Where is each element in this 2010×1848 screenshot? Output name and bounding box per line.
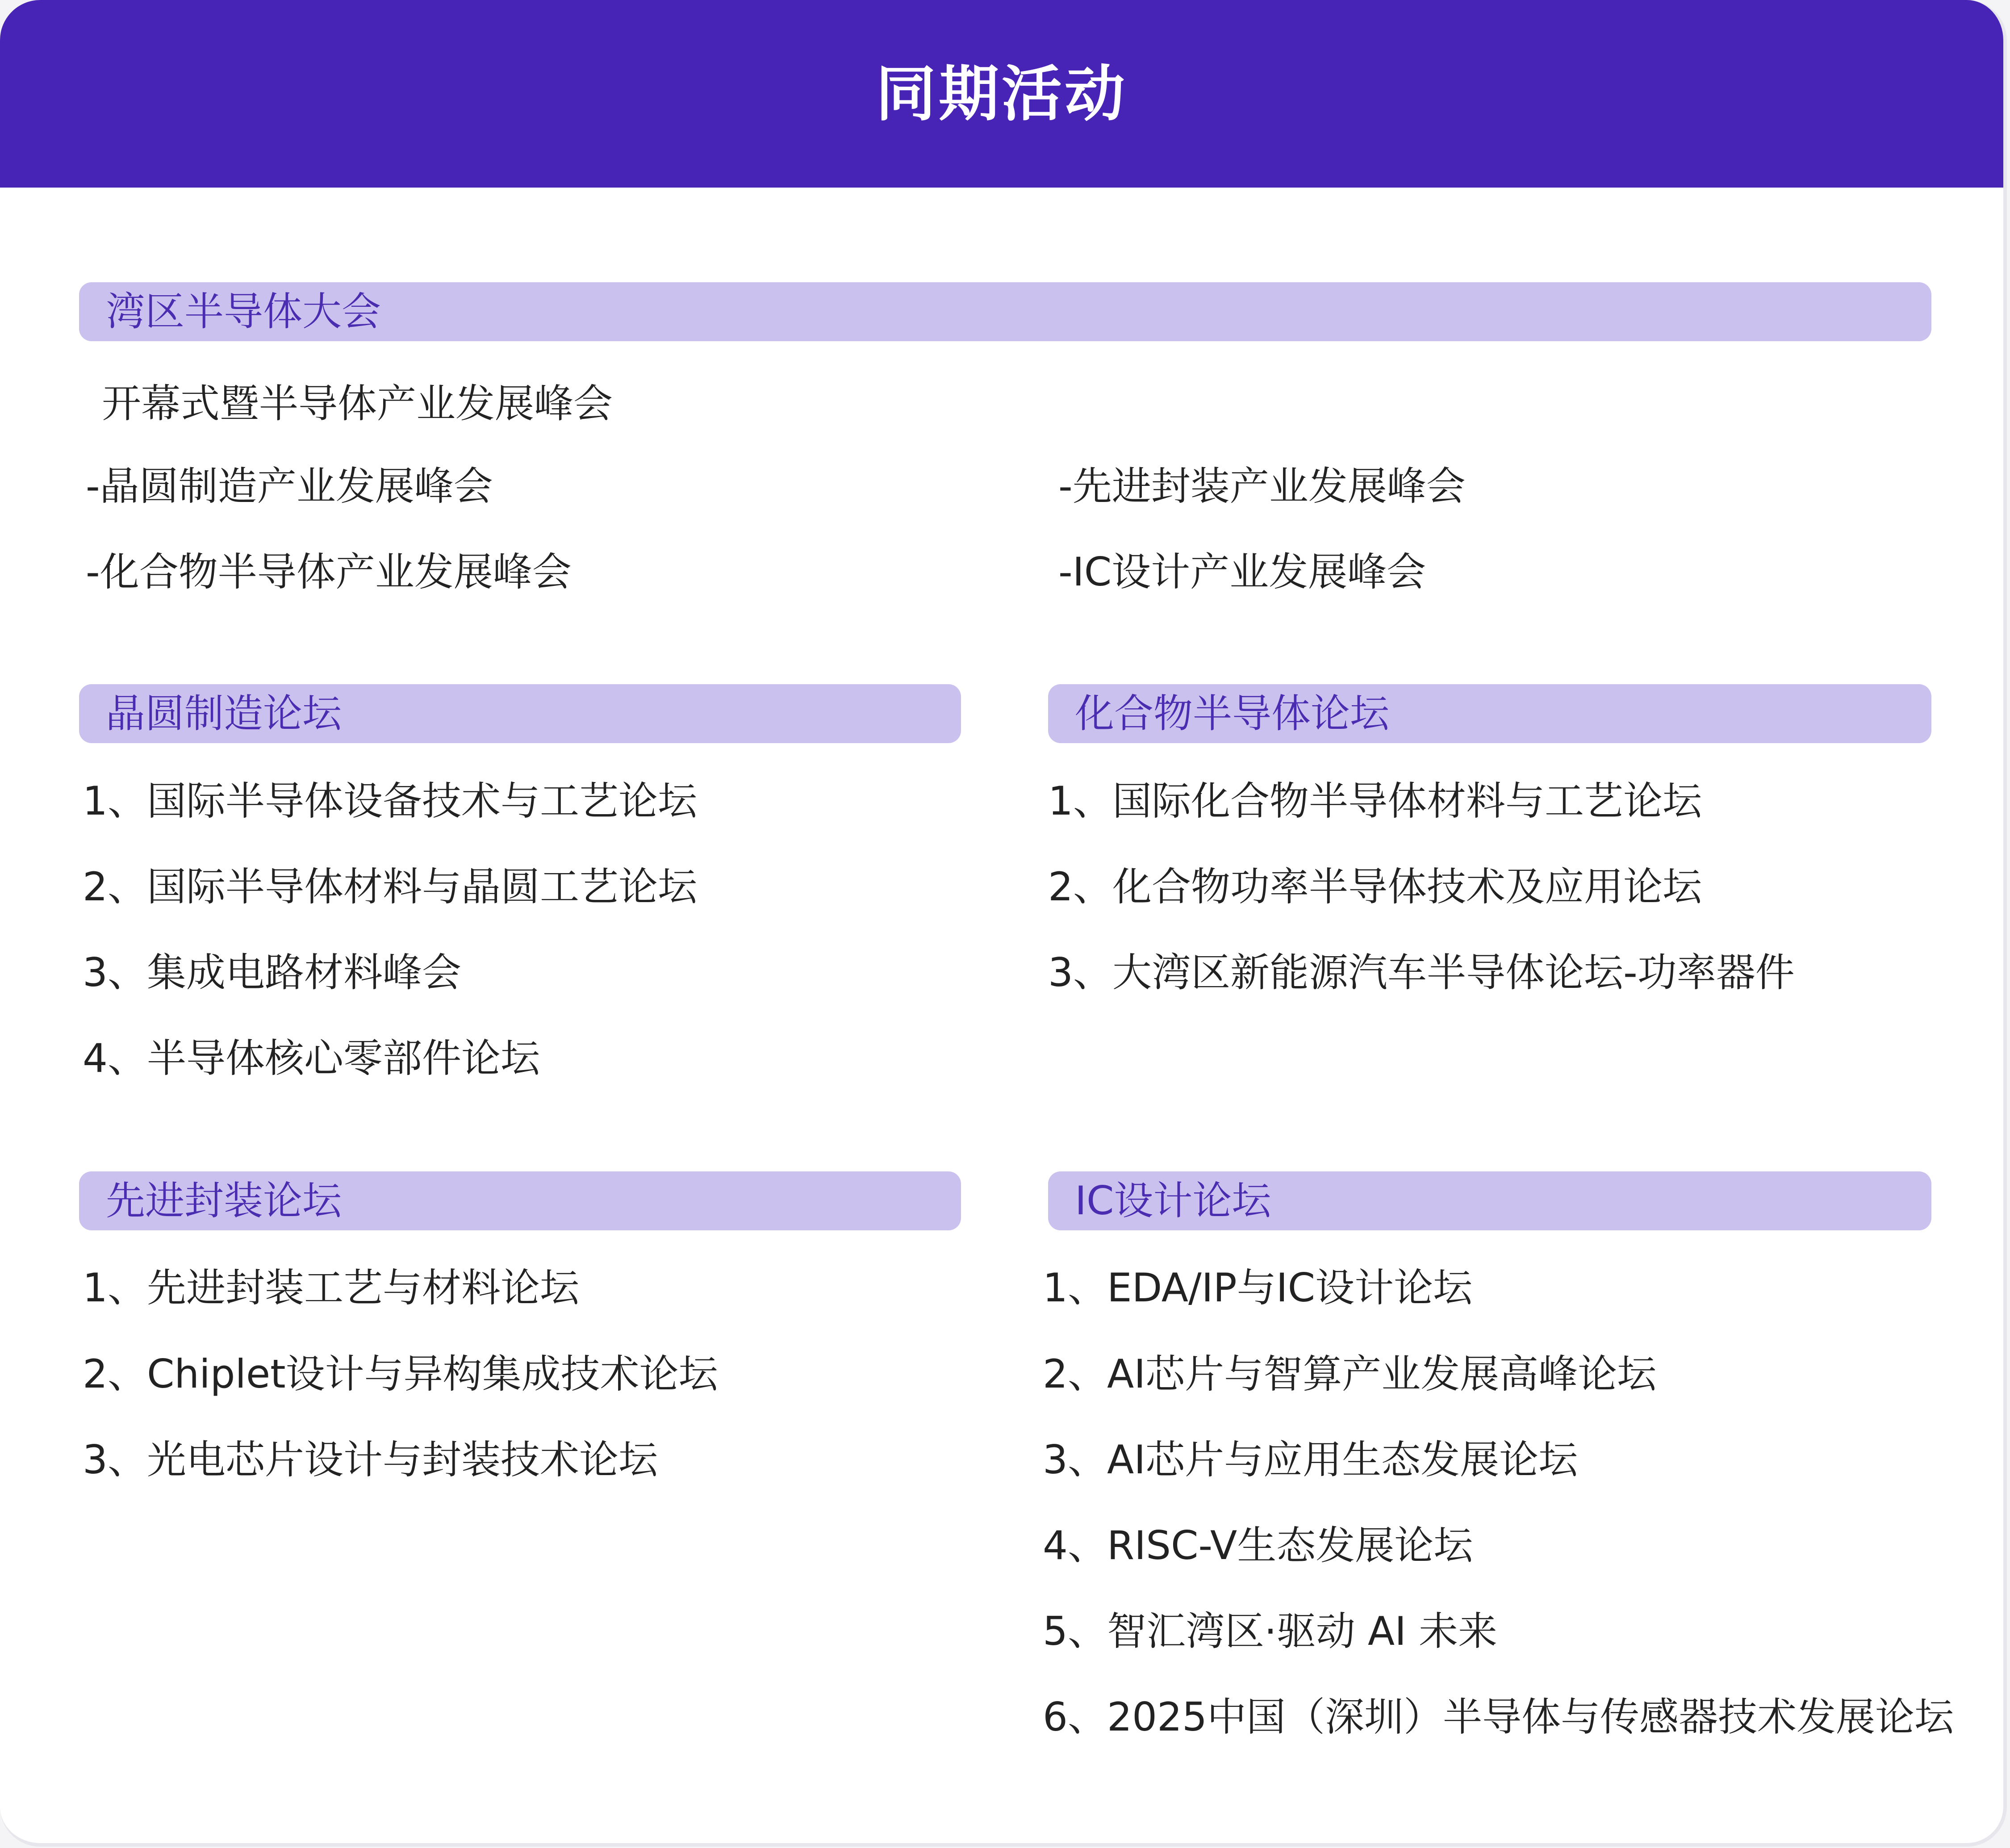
compound-forum-item: 1、国际化合物半导体材料与工艺论坛 xyxy=(1048,778,1702,824)
section-title-ic-design: IC设计论坛 xyxy=(1075,1178,1271,1224)
page-title: 同期活动 xyxy=(876,59,1128,129)
card-header xyxy=(0,0,2003,188)
wafer-forum-item: 2、国际半导体材料与晶圆工艺论坛 xyxy=(83,864,697,910)
section-title-packaging: 先进封装论坛 xyxy=(106,1178,342,1224)
packaging-forum-item: 3、光电芯片设计与封装技术论坛 xyxy=(83,1437,658,1483)
section-title-compound: 化合物半导体论坛 xyxy=(1075,690,1390,736)
bay-area-item: -化合物半导体产业发展峰会 xyxy=(86,549,572,595)
section-bar-ic-design xyxy=(1048,1171,1931,1230)
bay-area-intro: 开幕式暨半导体产业发展峰会 xyxy=(102,380,613,426)
section-bar-wafer xyxy=(79,684,961,743)
ic-design-forum-item: 3、AI芯片与应用生态发展论坛 xyxy=(1043,1437,1578,1483)
packaging-forum-item: 2、Chiplet设计与异构集成技术论坛 xyxy=(83,1351,718,1397)
packaging-forum-item: 1、先进封装工艺与材料论坛 xyxy=(83,1265,579,1311)
compound-forum-item: 3、大湾区新能源汽车半导体论坛-功率器件 xyxy=(1048,949,1795,995)
section-bar-packaging xyxy=(79,1171,961,1230)
ic-design-forum-item: 2、AI芯片与智算产业发展高峰论坛 xyxy=(1043,1351,1657,1397)
ic-design-forum-item: 5、智汇湾区·驱动 AI 未来 xyxy=(1043,1608,1498,1654)
wafer-forum-item: 1、国际半导体设备技术与工艺论坛 xyxy=(83,778,697,824)
section-bar-bay-area xyxy=(79,282,1931,341)
section-title-bay-area: 湾区半导体大会 xyxy=(106,288,381,334)
bay-area-item: -晶圆制造产业发展峰会 xyxy=(86,463,493,509)
wafer-forum-item: 3、集成电路材料峰会 xyxy=(83,949,461,995)
bay-area-item: -先进封装产业发展峰会 xyxy=(1058,463,1466,509)
ic-design-forum-item: 6、2025中国（深圳）半导体与传感器技术发展论坛 xyxy=(1043,1694,1954,1740)
section-bar-compound xyxy=(1048,684,1931,743)
compound-forum-item: 2、化合物功率半导体技术及应用论坛 xyxy=(1048,864,1702,910)
bay-area-item: -IC设计产业发展峰会 xyxy=(1058,549,1426,595)
section-title-wafer: 晶圆制造论坛 xyxy=(106,690,342,736)
wafer-forum-item: 4、半导体核心零部件论坛 xyxy=(83,1035,540,1081)
ic-design-forum-item: 4、RISC-V生态发展论坛 xyxy=(1043,1522,1473,1568)
ic-design-forum-item: 1、EDA/IP与IC设计论坛 xyxy=(1043,1265,1473,1311)
